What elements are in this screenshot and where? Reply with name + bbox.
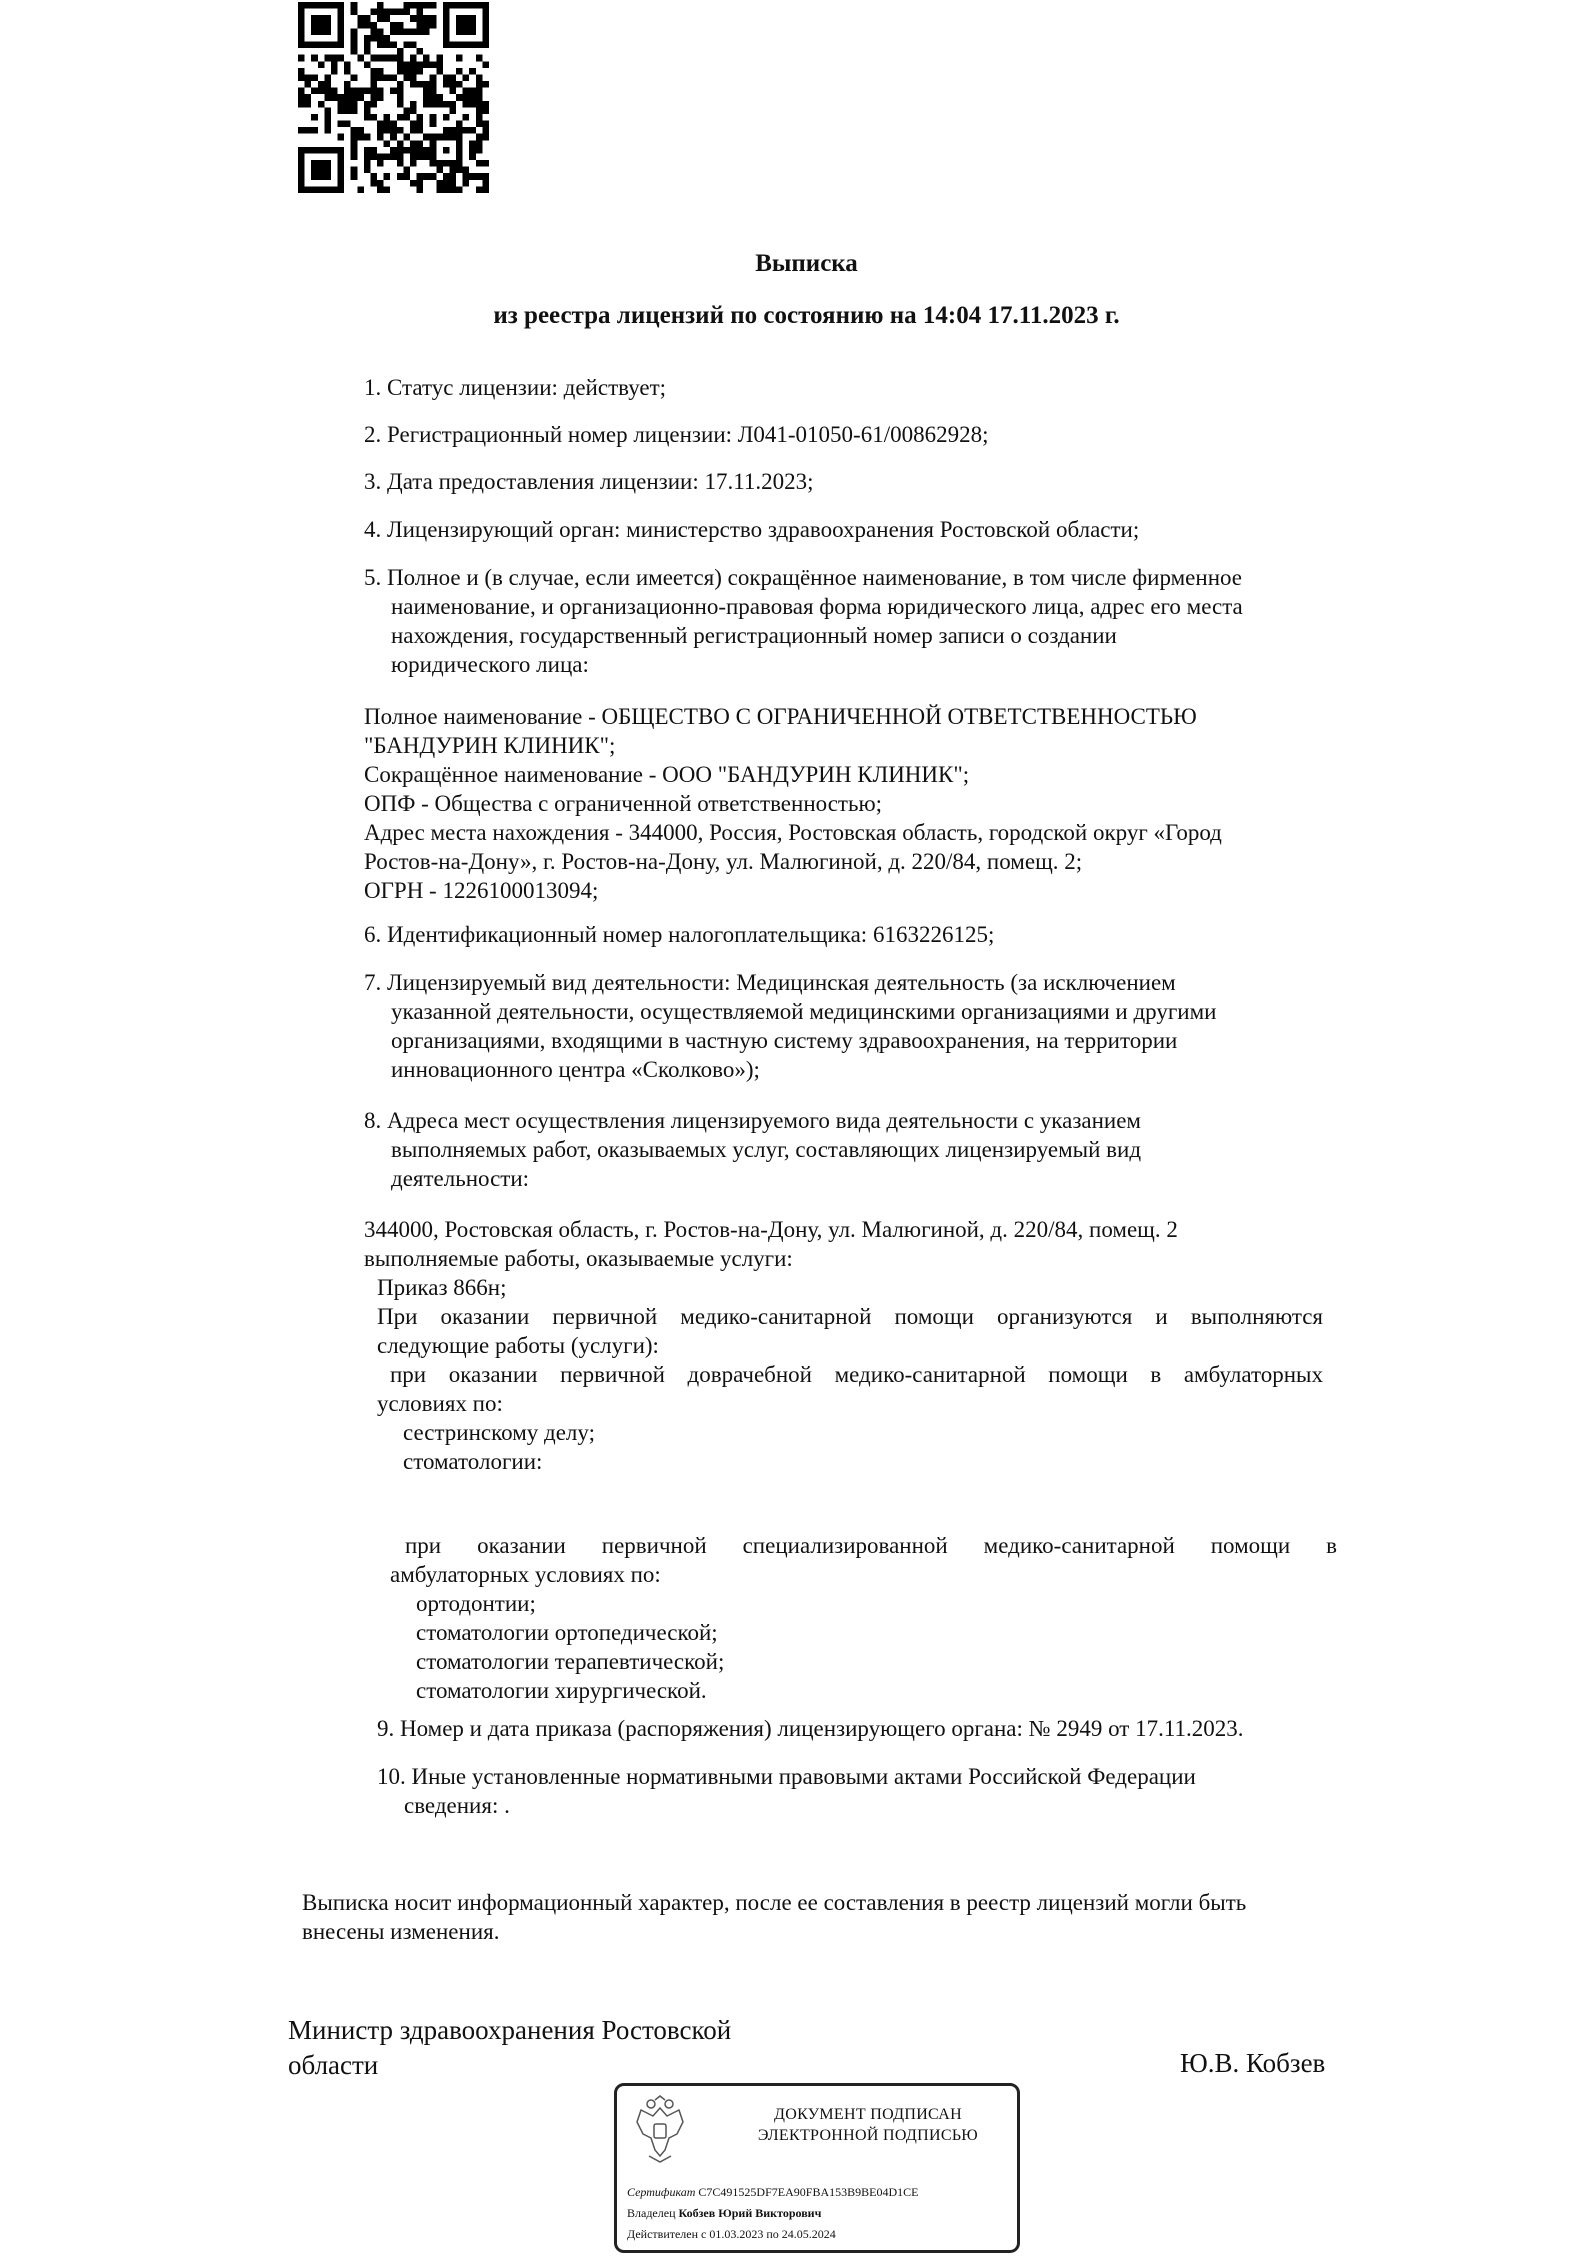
stamp-heading-line: ДОКУМЕНТ ПОДПИСАН [774,2106,962,2123]
signatory-position-line: области [288,2050,379,2080]
item-date: 3. Дата предоставления лицензии: 17.11.2023; [364,469,814,494]
item-licensing-body: 4. Лицензирующий орган: министерство здравоохранения Ростовской области; [364,517,1140,542]
stamp-owner [627,2206,821,2221]
certificate-label: Сертификат [627,2185,696,2199]
activity-address: 344000, Ростовская область, г. Ростов-на-Дону, ул. Малюгиной, д. 220/84, помещ. 2 [364,1217,1178,1242]
item-names-line: нахождения, государственный регистрационный номер записи о создании [391,623,1117,648]
item-activity-line: организациями, входящими в частную систему здравоохранения, на территории [391,1028,1178,1053]
owner-label: Владелец [627,2206,676,2220]
prehospital-block [377,1360,1323,1476]
specialized-line: при оказании первичной специализированной медико-санитарной помощи в [405,1533,1337,1558]
specialized-service: стоматологии хирургической. [416,1678,707,1703]
pmsp-line: При оказании первичной медико-санитарной помощи организуются и выполняются [377,1304,1323,1329]
item-reg-number: 2. Регистрационный номер лицензии: Л041-01050-61/00862928; [364,422,989,447]
works-label: выполняемые работы, оказываемые услуги: [364,1246,793,1271]
document-subtitle: из реестра лицензий по состоянию на 14:04 17.11.2023 г. [493,302,1120,329]
coat-of-arms-icon [629,2094,691,2166]
disclaimer-line: внесены изменения. [302,1919,500,1944]
signatory-position-line: Министр здравоохранения Ростовской [288,2015,732,2045]
item-order-number: 9. Номер и дата приказа (распоряжения) лицензирующего органа: № 2949 от 17.11.2023. [377,1716,1244,1741]
stamp-validity: Действителен с 01.03.2023 по 24.05.2024 [627,2227,836,2241]
order-reference: Приказ 866н; [377,1275,507,1300]
item-activity-line: указанной деятельности, осуществляемой медицинскими организациями и другими [391,999,1217,1024]
signatory-name: Ю.В. Кобзев [1180,2048,1326,2078]
item-names-line: 5. Полное и (в случае, если имеется) сокращённое наименование, в том числе фирменное [364,565,1242,590]
item-addresses [364,1106,1364,1193]
pmsp-line: следующие работы (услуги): [377,1333,659,1358]
prehospital-service: сестринскому делу; [403,1420,595,1445]
stamp-certificate [627,2185,918,2200]
specialized-block [390,1531,1337,1705]
item-activity [364,968,1364,1084]
item-activity-line: 7. Лицензируемый вид деятельности: Медицинская деятельность (за исключением [364,970,1176,995]
stamp-heading-line: ЭЛЕКТРОННОЙ ПОДПИСЬЮ [757,2127,979,2144]
item-other-info-line: 10. Иные установленные нормативными правовыми актами Российской Федерации [377,1764,1196,1789]
owner-name: Кобзев Юрий Викторович [678,2206,822,2220]
item-addresses-line: выполняемых работ, оказываемых услуг, составляющих лицензируемый вид [391,1137,1142,1162]
disclaimer-line: Выписка носит информационный характер, после ее составления в реестр лицензий могли быть [302,1890,1247,1915]
organization-details [364,702,1364,905]
item-names-heading [364,563,1364,679]
specialized-service: ортодонтии; [416,1591,536,1616]
item-status: 1. Статус лицензии: действует; [364,375,667,400]
item-addresses-line: деятельности: [391,1166,530,1191]
signatory-position [288,2013,808,2083]
org-line: Сокращённое наименование - ООО "БАНДУРИН КЛИНИК"; [364,762,970,787]
document-title: Выписка [755,250,858,277]
org-line: "БАНДУРИН КЛИНИК"; [364,733,616,758]
org-line: Полное наименование - ОБЩЕСТВО С ОГРАНИЧЕННОЙ ОТВЕТСТВЕННОСТЬЮ [364,704,1197,729]
item-addresses-line: 8. Адреса мест осуществления лицензируемого вида деятельности с указанием [364,1108,1141,1133]
org-line: Адрес места нахождения - 344000, Россия, Ростовская область, городской округ «Город [364,820,1222,845]
certificate-number: C7C491525DF7EA90FBA153B9BE04D1CE [698,2185,919,2199]
org-line: ОГРН - 1226100013094; [364,878,599,903]
org-line: Ростов-на-Дону», г. Ростов-на-Дону, ул. Малюгиной, д. 220/84, помещ. 2; [364,849,1083,874]
item-names-line: наименование, и организационно-правовая форма юридического лица, адрес его места [391,594,1243,619]
disclaimer-note [302,1888,1402,1946]
prehospital-line: при оказании первичной доврачебной медико-санитарной помощи в амбулаторных [390,1362,1323,1387]
org-line: ОПФ - Общества с ограниченной ответственностью; [364,791,883,816]
item-inn: 6. Идентификационный номер налогоплательщика: 6163226125; [364,922,995,947]
item-names-line: юридического лица: [391,652,589,677]
item-other-info-line: сведения: . [404,1793,510,1818]
item-other-info [377,1762,1377,1820]
qr-code [298,2,489,193]
specialized-service: стоматологии ортопедической; [416,1620,718,1645]
prehospital-line: условиях по: [377,1391,503,1416]
pmsp-block [377,1302,1323,1360]
electronic-signature-stamp [614,2083,1020,2253]
prehospital-service: стоматологии: [403,1449,543,1474]
item-activity-line: инновационного центра «Сколково»); [391,1057,760,1082]
specialized-service: стоматологии терапевтической; [416,1649,725,1674]
stamp-heading [733,2104,1003,2146]
specialized-line: амбулаторных условиях по: [390,1562,661,1587]
